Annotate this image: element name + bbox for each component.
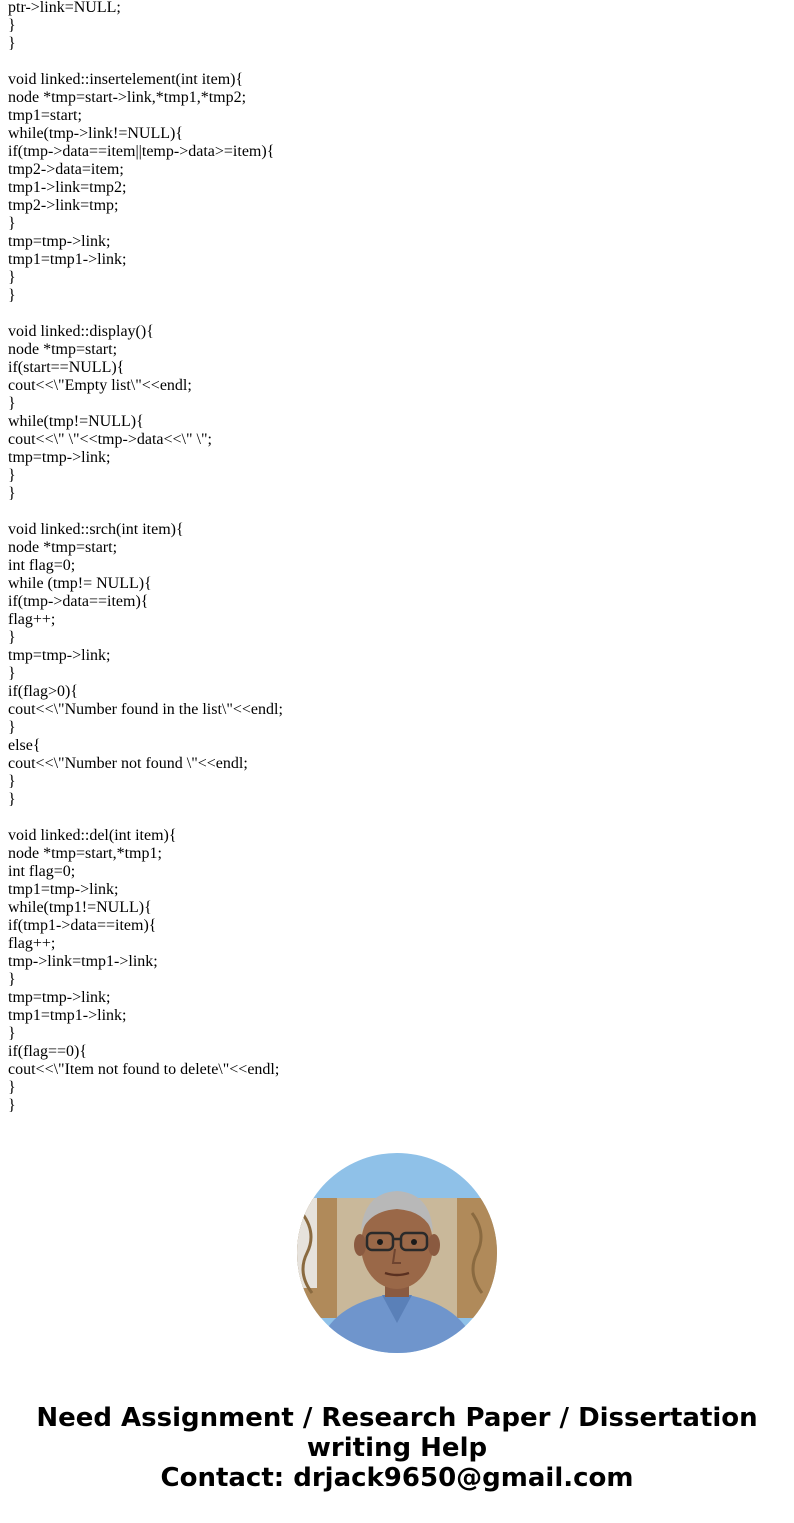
code-line — [8, 503, 283, 521]
code-line: tmp1=tmp1->link; — [8, 1007, 127, 1024]
code-line: int flag=0; — [8, 863, 76, 880]
code-line: tmp1=tmp1->link; — [8, 251, 127, 268]
code-line: flag++; — [8, 611, 56, 628]
code-line: while(tmp1!=NULL){ — [8, 899, 152, 916]
code-line: } — [8, 287, 16, 304]
code-line: } — [8, 791, 16, 808]
code-line: } — [8, 629, 16, 646]
code-line — [8, 53, 283, 71]
code-line: } — [8, 17, 16, 34]
code-line: tmp1=tmp->link; — [8, 881, 119, 898]
author-photo — [297, 1153, 497, 1353]
code-line: } — [8, 773, 16, 790]
code-line: node *tmp=start,*tmp1; — [8, 845, 162, 862]
code-listing — [8, 0, 283, 1115]
code-line: } — [8, 215, 16, 232]
code-line: if(flag>0){ — [8, 683, 79, 700]
code-line: tmp1=start; — [8, 107, 82, 124]
code-line: } — [8, 467, 16, 484]
code-line: } — [8, 485, 16, 502]
footer-subheadline: writing Help — [306, 1433, 488, 1463]
code-line: cout<<\" \"<<tmp->data<<\" \"; — [8, 431, 212, 448]
code-line: void linked::srch(int item){ — [8, 521, 184, 538]
code-line — [8, 305, 283, 323]
code-line: } — [8, 1097, 16, 1114]
code-line: while(tmp->link!=NULL){ — [8, 125, 184, 142]
code-line: tmp=tmp->link; — [8, 989, 111, 1006]
code-line: void linked::display(){ — [8, 323, 154, 340]
code-line: ptr->link=NULL; — [8, 0, 121, 16]
code-line: if(start==NULL){ — [8, 359, 125, 376]
code-line: cout<<\"Item not found to delete\"<<endl; — [8, 1061, 280, 1078]
code-line: node *tmp=start; — [8, 341, 118, 358]
code-line: } — [8, 1079, 16, 1096]
code-line — [8, 809, 283, 827]
code-line: tmp=tmp->link; — [8, 647, 111, 664]
contact-banner — [0, 1403, 794, 1493]
person-portrait-icon — [297, 1153, 497, 1353]
code-line: } — [8, 665, 16, 682]
code-line: } — [8, 971, 16, 988]
code-line: } — [8, 719, 16, 736]
code-line: cout<<\"Number found in the list\"<<endl; — [8, 701, 283, 718]
code-line: cout<<\"Empty list\"<<endl; — [8, 377, 192, 394]
footer-headline: Need Assignment / Research Paper / Dissertation — [36, 1403, 758, 1433]
code-line: tmp2->data=item; — [8, 161, 124, 178]
code-line: } — [8, 269, 16, 286]
code-line: while (tmp!= NULL){ — [8, 575, 152, 592]
code-line: tmp=tmp->link; — [8, 233, 111, 250]
code-line: tmp->link=tmp1->link; — [8, 953, 158, 970]
code-line: if(flag==0){ — [8, 1043, 88, 1060]
code-line: node *tmp=start; — [8, 539, 118, 556]
code-line: while(tmp!=NULL){ — [8, 413, 144, 430]
footer-contact: Contact: drjack9650@gmail.com — [160, 1463, 634, 1493]
code-line: node *tmp=start->link,*tmp1,*tmp2; — [8, 89, 247, 106]
code-line: if(tmp1->data==item){ — [8, 917, 157, 934]
code-line: } — [8, 35, 16, 52]
code-line: if(tmp->data==item||temp->data>=item){ — [8, 143, 275, 160]
code-line: tmp=tmp->link; — [8, 449, 111, 466]
code-line: tmp2->link=tmp; — [8, 197, 119, 214]
code-line: void linked::insertelement(int item){ — [8, 71, 244, 88]
code-line: int flag=0; — [8, 557, 76, 574]
code-line: if(tmp->data==item){ — [8, 593, 149, 610]
code-line: flag++; — [8, 935, 56, 952]
code-line: else{ — [8, 737, 41, 754]
code-line: void linked::del(int item){ — [8, 827, 177, 844]
code-line: tmp1->link=tmp2; — [8, 179, 127, 196]
code-line: } — [8, 1025, 16, 1042]
code-line: } — [8, 395, 16, 412]
code-line: cout<<\"Number not found \"<<endl; — [8, 755, 248, 772]
